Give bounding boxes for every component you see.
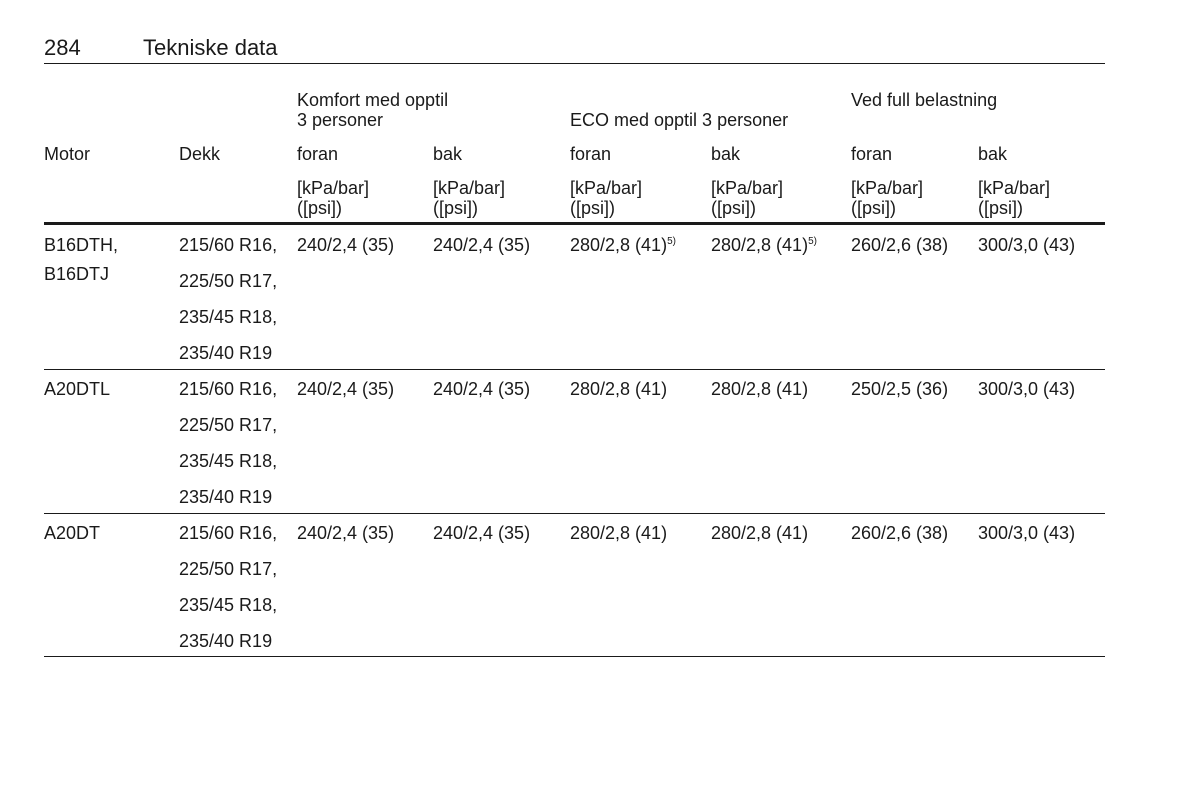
- unit-header: [kPa/bar] ([psi]): [711, 178, 784, 218]
- row-3-eco-foran: 280/2,8 (41): [570, 523, 668, 543]
- row-2-motor: A20DTL: [44, 379, 111, 399]
- header-eco: ECO med opptil 3 personer: [570, 110, 789, 130]
- row-3-eco-bak: 280/2,8 (41): [711, 523, 809, 543]
- header-komfort: Komfort med opptil 3 personer: [297, 90, 449, 130]
- table-header-rule: [44, 222, 1105, 225]
- row-2-komfort-bak: 240/2,4 (35): [433, 379, 531, 399]
- row-separator: [44, 369, 1105, 370]
- row-1-eco-bak: 280/2,8 $(41)^{5)}$: [711, 235, 817, 255]
- row-2-full-bak: 300/3,0 (43): [978, 379, 1076, 399]
- column-header-dekk: Dekk: [179, 144, 221, 164]
- row-2-dekk: 215/60 R16, 225/50 R17, 235/45 R18, 235/40 R19: [179, 379, 278, 507]
- row-2-eco-bak: 280/2,8 (41): [711, 379, 809, 399]
- row-1-dekk: 215/60 R16, 225/50 R17, 235/45 R18, 235/40 R19: [179, 235, 278, 363]
- row-1-full-bak: 300/3,0 (43): [978, 235, 1076, 255]
- column-header-komfort-bak: bak: [433, 144, 463, 164]
- row-2-full-foran: 250/2,5 (36): [851, 379, 949, 399]
- row-1-full-foran: 260/2,6 (38): [851, 235, 949, 255]
- column-header-eco-bak: bak: [711, 144, 741, 164]
- unit-header: [kPa/bar] ([psi]): [570, 178, 643, 218]
- row-3-komfort-foran: 240/2,4 (35): [297, 523, 395, 543]
- header-rule: [44, 63, 1105, 64]
- row-2-komfort-foran: 240/2,4 (35): [297, 379, 395, 399]
- page-number: 284: [44, 35, 81, 60]
- column-header-motor: Motor: [44, 144, 91, 164]
- footnote-ref: 5): [667, 236, 676, 247]
- row-3-motor: A20DT: [44, 523, 101, 543]
- unit-header: [kPa/bar] ([psi]): [433, 178, 506, 218]
- row-2-eco-foran: 280/2,8 (41): [570, 379, 668, 399]
- footnote-ref: 5): [808, 236, 817, 247]
- column-header-full-foran: foran: [851, 144, 893, 164]
- row-1-motor: B16DTH, B16DTJ: [44, 235, 119, 284]
- row-1-komfort-foran: 240/2,4 (35): [297, 235, 395, 255]
- row-3-full-foran: 260/2,6 (38): [851, 523, 949, 543]
- row-3-dekk: 215/60 R16, 225/50 R17, 235/45 R18, 235/40 R19: [179, 523, 278, 651]
- unit-header: [kPa/bar] ([psi]): [978, 178, 1051, 218]
- row-1-komfort-bak: 240/2,4 (35): [433, 235, 531, 255]
- row-3-komfort-bak: 240/2,4 (35): [433, 523, 531, 543]
- table-bottom-rule: [44, 656, 1105, 657]
- column-header-eco-foran: foran: [570, 144, 612, 164]
- row-3-full-bak: 300/3,0 (43): [978, 523, 1076, 543]
- column-header-komfort-foran: foran: [297, 144, 339, 164]
- row-1-eco-foran: 280/2,8 $(41)^{5)}$: [570, 235, 676, 255]
- row-separator: [44, 513, 1105, 514]
- header-full-load: Ved full belastning: [851, 90, 998, 110]
- unit-header: [kPa/bar] ([psi]): [851, 178, 924, 218]
- page-title: Tekniske data: [143, 35, 278, 60]
- unit-header: [kPa/bar] ([psi]): [297, 178, 370, 218]
- column-header-full-bak: bak: [978, 144, 1008, 164]
